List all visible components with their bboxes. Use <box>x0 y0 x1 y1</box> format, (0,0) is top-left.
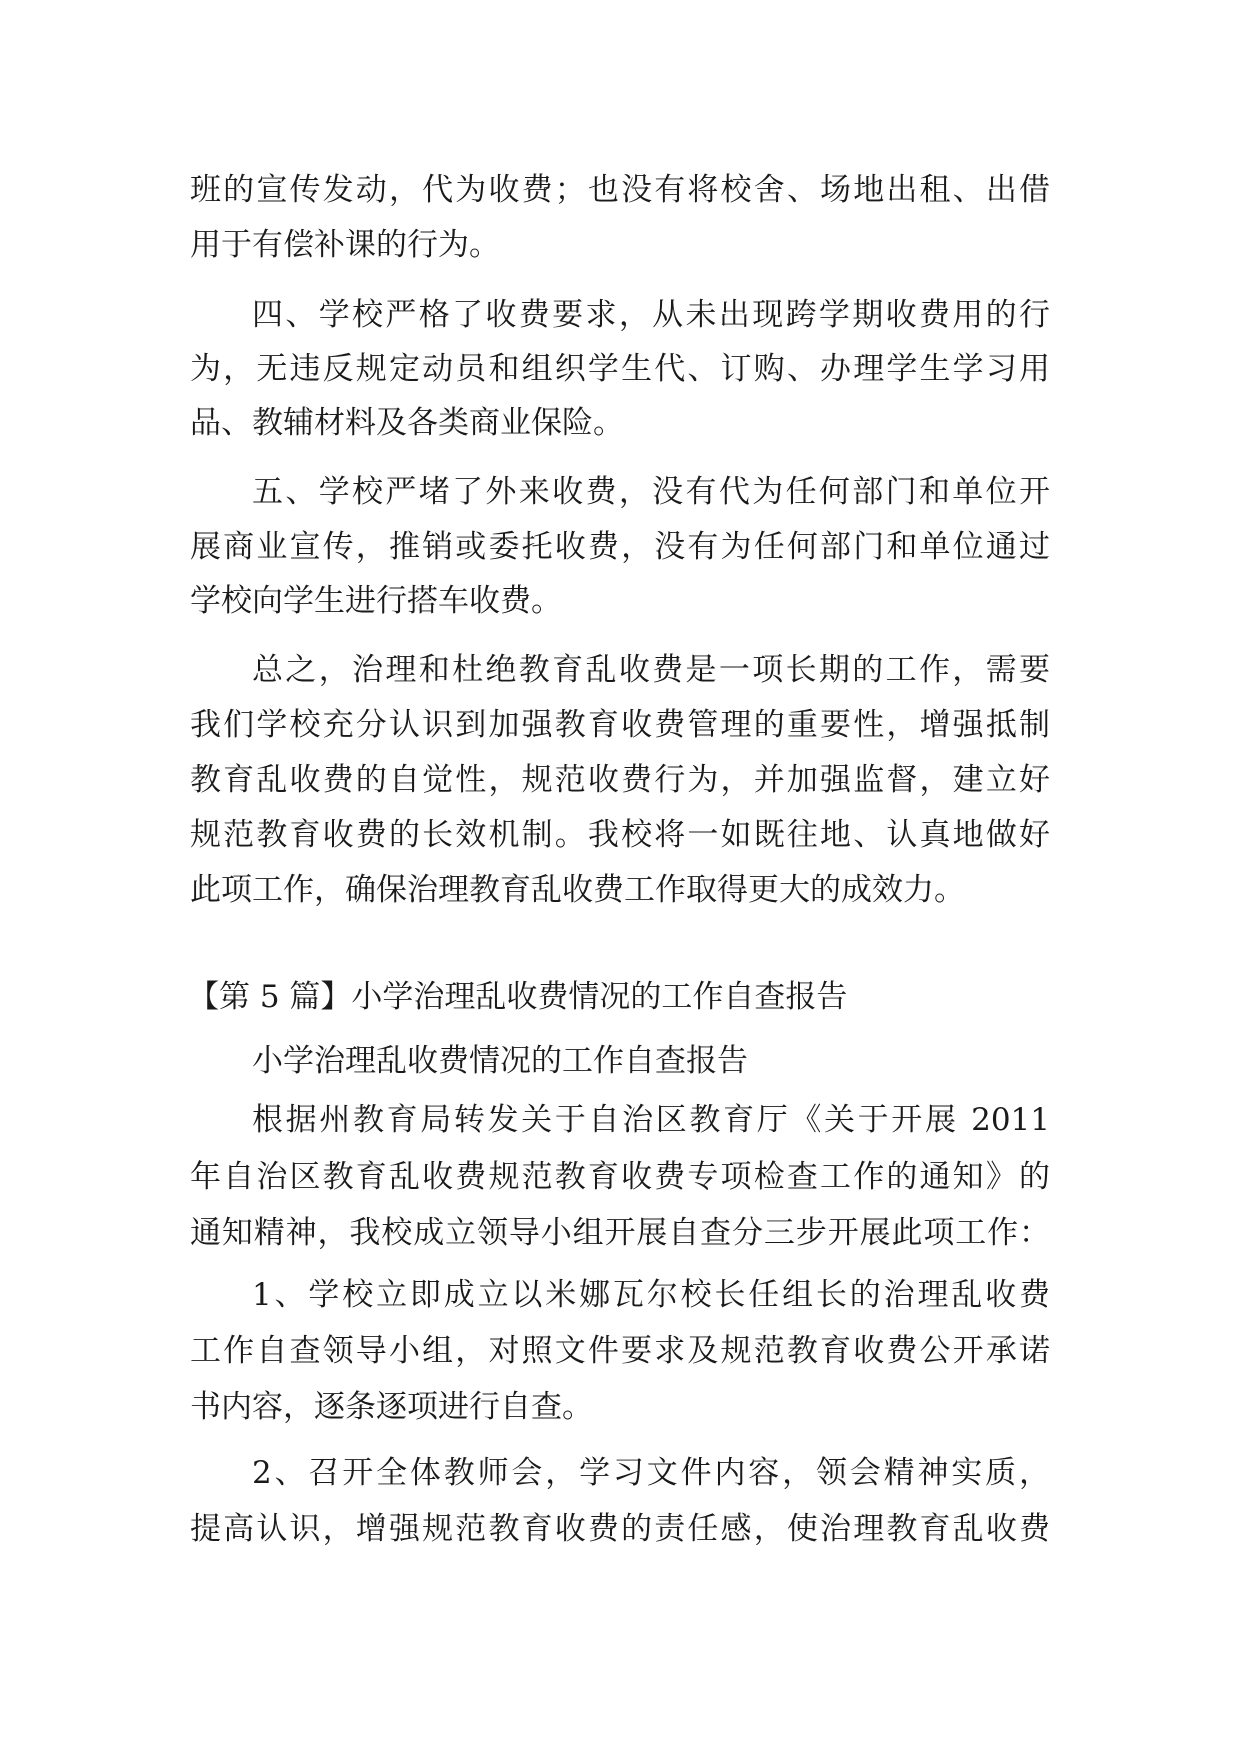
paragraph-line: 工作自查领导小组，对照文件要求及规范教育收费公开承诺 <box>190 1333 1050 1369</box>
paragraph-line: 四、学校严格了收费要求，从未出现跨学期收费用的行 <box>252 297 1050 333</box>
paragraph-line: 2、召开全体教师会，学习文件内容，领会精神实质， <box>252 1455 1050 1491</box>
paragraph-line: 为，无违反规定动员和组织学生代、订购、办理学生学习用 <box>190 351 1050 387</box>
paragraph-line: 提高认识，增强规范教育收费的责任感，使治理教育乱收费 <box>190 1511 1050 1547</box>
paragraph-line: 五、学校严堵了外来收费，没有代为任何部门和单位开 <box>252 474 1050 510</box>
section-heading: 【第 5 篇】小学治理乱收费情况的工作自查报告 <box>188 979 848 1015</box>
paragraph-line: 我们学校充分认识到加强教育收费管理的重要性，增强抵制 <box>190 707 1050 743</box>
paragraph-line: 书内容，逐条逐项进行自查。 <box>190 1389 593 1425</box>
paragraph-line: 此项工作，确保治理教育乱收费工作取得更大的成效力。 <box>190 872 965 908</box>
paragraph-line: 教育乱收费的自觉性，规范收费行为，并加强监督，建立好 <box>190 762 1050 798</box>
paragraph-line: 展商业宣传，推销或委托收费，没有为任何部门和单位通过 <box>190 529 1050 565</box>
paragraph-line: 年自治区教育乱收费规范教育收费专项检查工作的通知》的 <box>190 1159 1050 1195</box>
paragraph-line: 班的宣传发动，代为收费；也没有将校舍、场地出租、出借 <box>190 172 1050 208</box>
paragraph-line: 根据州教育局转发关于自治区教育厅《关于开展 2011 <box>252 1102 1050 1138</box>
paragraph-line: 学校向学生进行搭车收费。 <box>190 583 562 619</box>
paragraph-line: 用于有偿补课的行为。 <box>190 227 500 263</box>
paragraph-line: 通知精神，我校成立领导小组开展自查分三步开展此项工作： <box>190 1215 1050 1251</box>
paragraph-line: 总之，治理和杜绝教育乱收费是一项长期的工作，需要 <box>252 652 1050 688</box>
paragraph-line: 规范教育收费的长效机制。我校将一如既往地、认真地做好 <box>190 817 1050 853</box>
report-title: 小学治理乱收费情况的工作自查报告 <box>252 1043 748 1079</box>
paragraph-line: 品、教辅材料及各类商业保险。 <box>190 405 624 441</box>
paragraph-line: 1、学校立即成立以米娜瓦尔校长任组长的治理乱收费 <box>252 1277 1050 1313</box>
